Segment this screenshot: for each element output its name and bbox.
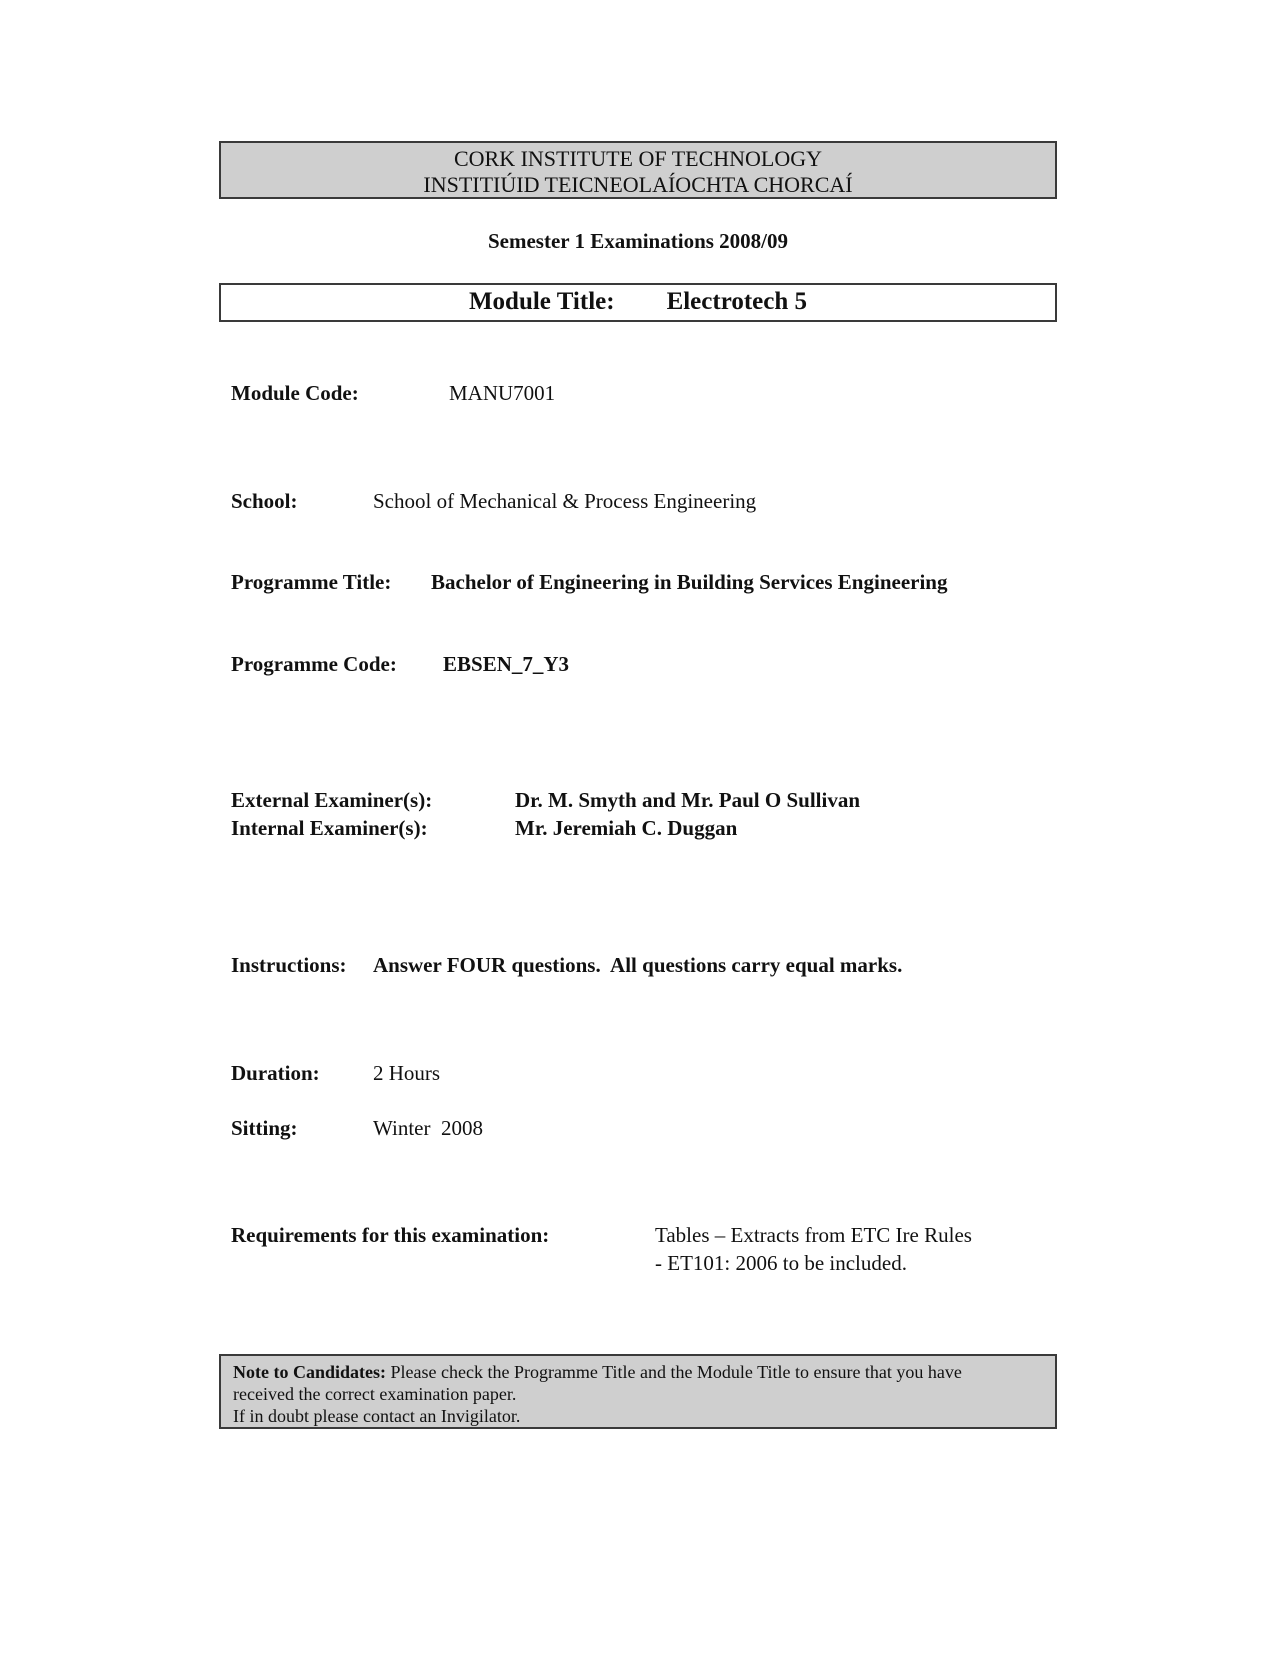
- note-line-2: received the correct examination paper.: [233, 1384, 517, 1404]
- duration-label: Duration:: [231, 1061, 320, 1085]
- requirements-line-2: - ET101: 2006 to be included.: [655, 1251, 907, 1275]
- institute-name-irish: INSTITIÚID TEICNEOLAÍOCHTA CHORCAÍ: [423, 172, 853, 197]
- module-code-label: Module Code:: [231, 381, 359, 405]
- note-to-candidates-box: [219, 1354, 1057, 1429]
- module-title-label: Module Title:: [468, 288, 615, 315]
- requirements-line-1: Tables – Extracts from ETC Ire Rules: [655, 1223, 972, 1247]
- note-line-3: If in doubt please contact an Invigilator.: [233, 1406, 521, 1426]
- sitting-value: Winter 2008: [373, 1116, 483, 1140]
- programme-title-value: Bachelor of Engineering in Building Services Engineering: [431, 570, 948, 594]
- semester-heading: Semester 1 Examinations 2008/09: [487, 229, 789, 253]
- school-value: School of Mechanical & Process Engineering: [373, 489, 757, 513]
- note-line-1: [233, 1361, 1043, 1383]
- note-text-1: Please check the Programme Title and the Module Title to ensure that you have: [390, 1362, 962, 1382]
- institute-header: [219, 141, 1057, 199]
- note-lead: Note to Candidates:: [233, 1362, 386, 1382]
- sitting-label: Sitting:: [231, 1116, 298, 1140]
- instructions-value: Answer FOUR questions. All questions carry equal marks.: [373, 953, 903, 977]
- programme-code-value: EBSEN_7_Y3: [443, 652, 570, 676]
- external-examiners-value: Dr. M. Smyth and Mr. Paul O Sullivan: [515, 788, 861, 812]
- module-title-value: Electrotech 5: [666, 288, 808, 315]
- school-label: School:: [231, 489, 298, 513]
- instructions-label: Instructions:: [231, 953, 347, 977]
- programme-code-label: Programme Code:: [231, 652, 397, 676]
- internal-examiners-label: Internal Examiner(s):: [231, 816, 428, 840]
- external-examiners-label: External Examiner(s):: [231, 788, 433, 812]
- requirements-label: Requirements for this examination:: [231, 1223, 550, 1247]
- programme-title-label: Programme Title:: [231, 570, 392, 594]
- institute-name-english: CORK INSTITUTE OF TECHNOLOGY: [453, 146, 823, 171]
- internal-examiners-value: Mr. Jeremiah C. Duggan: [515, 816, 738, 840]
- module-code-value: MANU7001: [449, 381, 556, 405]
- duration-value: 2 Hours: [373, 1061, 441, 1085]
- module-title-box: [219, 283, 1057, 322]
